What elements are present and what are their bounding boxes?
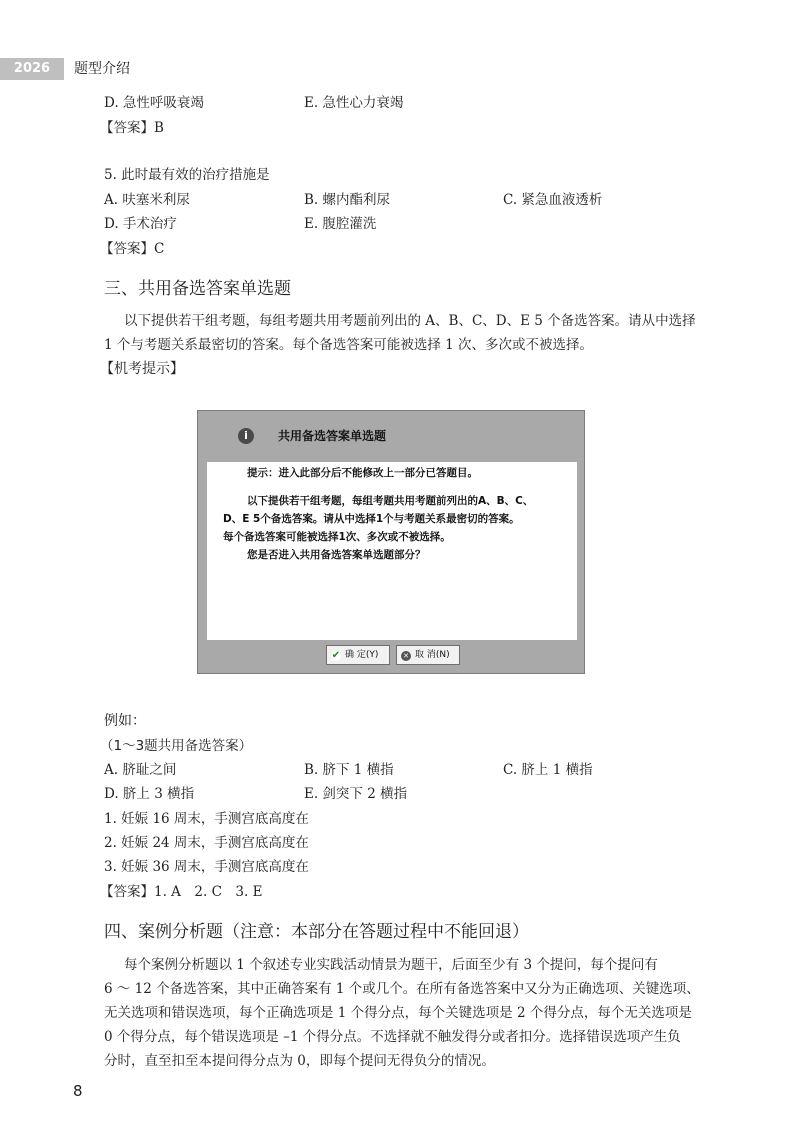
cancel-button[interactable]: [396, 645, 460, 665]
option-c: C. 脐上 1 横指: [503, 762, 593, 778]
option-d: D. 手术治疗: [104, 216, 177, 232]
info-icon: i: [238, 428, 254, 444]
option-c: C. 紧急血液透析: [503, 192, 603, 208]
answer-label: 【答案】C: [100, 241, 165, 257]
example-intro: 例如：: [104, 713, 146, 729]
dialog-message-line: 每个备选答案可能被选择1次、多次或不被选择。: [223, 531, 451, 543]
option-e: E. 剑突下 2 横指: [304, 786, 408, 802]
paragraph-line: 0 个得分点，每个错误选项是 –1 个得分点。不选择就不触发得分或者扣分。选择错误选项产生负: [104, 1029, 681, 1045]
dialog-message-line: 以下提供若干组考题，每组考题共用考题前列出的A、B、C、: [247, 495, 534, 507]
running-header: [0, 58, 800, 80]
dialog-message-line: D、E 5个备选答案。请从中选择1个与考题关系最密切的答案。: [223, 513, 520, 525]
ok-button[interactable]: [326, 645, 390, 665]
ok-button-label: 确 定(Y): [345, 650, 379, 660]
paragraph-line: 6 ～ 12 个备选答案，其中正确答案有 1 个或几个。在所有备选答案中又分为正确选项、关键选项、: [104, 981, 700, 997]
cancel-button-label: 取 消(N): [415, 650, 450, 660]
question-1: 1. 妊娠 16 周末，手测宫底高度在: [104, 811, 309, 827]
question-2: 2. 妊娠 24 周末，手测宫底高度在: [104, 835, 309, 851]
option-b: B. 脐下 1 横指: [304, 762, 394, 778]
year-badge: 2026: [0, 58, 64, 80]
paragraph-line: 以下提供若干组考题，每组考题共用考题前列出的 A、B、C、D、E 5 个备选答案。请从中选择: [124, 313, 696, 329]
dialog-warning: 提示：进入此部分后不能修改上一部分已答题目。: [247, 467, 478, 479]
question-3: 3. 妊娠 36 周末，手测宫底高度在: [104, 859, 309, 875]
paragraph-line: 无关选项和错误选项，每个正确选项是 1 个得分点，每个关键选项是 2 个得分点，每个无关选项是: [104, 1005, 692, 1021]
shared-options-note: （1～3题共用备选答案）: [100, 738, 253, 754]
option-a: A. 呋塞米利尿: [104, 192, 190, 208]
question-stem: 5. 此时最有效的治疗措施是: [104, 167, 270, 183]
option-b: B. 螺内酯利尿: [304, 192, 391, 208]
section-heading: 四、案例分析题（注意：本部分在答题过程中不能回退）: [104, 922, 529, 942]
option-d: D. 急性呼吸衰竭: [104, 95, 204, 111]
option-e: E. 腹腔灌洗: [304, 216, 377, 232]
paragraph-line: 分时，直至扣至本提问得分点为 0，即每个提问无得负分的情况。: [104, 1053, 495, 1069]
chapter-title: 题型介绍: [74, 61, 130, 77]
computer-exam-tip-label: 【机考提示】: [100, 361, 184, 377]
cancel-icon: ✕: [401, 651, 411, 661]
option-e: E. 急性心力衰竭: [304, 95, 404, 111]
option-a: A. 脐耻之间: [104, 762, 177, 778]
answer-label: 【答案】1. A 2. C 3. E: [100, 884, 263, 900]
check-icon: ✔: [331, 650, 341, 661]
dialog-title: 共用备选答案单选题: [278, 429, 387, 443]
confirm-dialog: [197, 410, 585, 674]
paragraph-line: 每个案例分析题以 1 个叙述专业实践活动情景为题干，后面至少有 3 个提问，每个提问有: [124, 957, 658, 973]
page-number: 8: [73, 1082, 83, 1100]
dialog-question: 您是否进入共用备选答案单选题部分？: [247, 549, 426, 561]
section-heading: 三、共用备选答案单选题: [104, 279, 291, 299]
answer-label: 【答案】B: [100, 120, 164, 136]
paragraph-line: 1 个与考题关系最密切的答案。每个备选答案可能被选择 1 次、多次或不被选择。: [104, 337, 594, 353]
option-d: D. 脐上 3 横指: [104, 786, 195, 802]
dialog-message-panel: [207, 462, 577, 640]
